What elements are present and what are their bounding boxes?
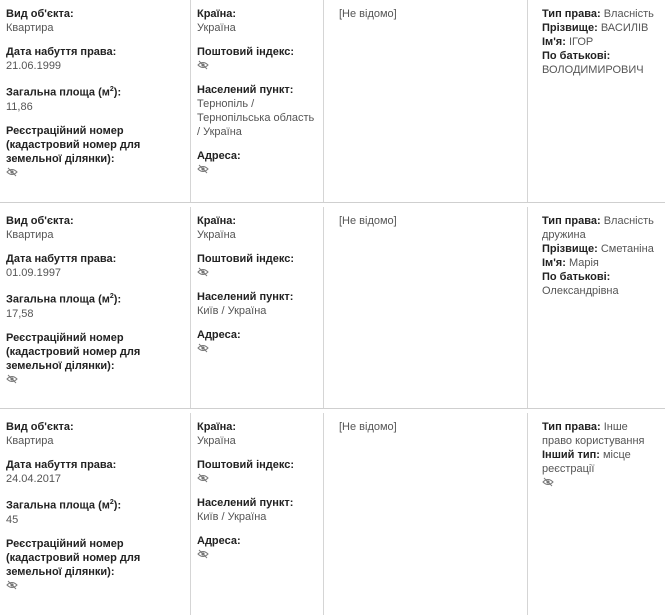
right-type: Тип права: Власність дружина [542,215,654,241]
unknown-value: [Не відомо] [339,215,397,227]
right-type: Тип права: Власність [542,8,654,20]
acquisition-date-value: 01.09.1997 [6,267,62,279]
object-info-cell [0,0,190,202]
eye-slash-icon [6,580,18,590]
country-label: Країна: [197,215,237,227]
object-info-cell [0,413,190,615]
eye-slash-icon [197,164,209,174]
address-label: Адреса: [197,150,241,162]
settlement-value: Київ / Україна [197,305,267,317]
unknown-value: [Не відомо] [339,8,397,20]
country-value: Україна [197,435,236,447]
eye-slash-icon [197,343,209,353]
object-type-value: Квартира [6,22,54,34]
settlement-label: Населений пункт: [197,291,294,303]
acquisition-date-label: Дата набуття права: [6,459,117,471]
object-type-label: Вид об'єкта: [6,8,74,20]
other-type: Інший тип: місце реєстрації [542,449,631,475]
eye-slash-icon [197,549,209,559]
surname: Прізвище: Сметаніна [542,243,654,255]
acquisition-date-label: Дата набуття права: [6,253,117,265]
registry-number-label: Реєстраційний номер (кадастровий номер для земельної ділянки): [6,331,141,372]
rights-cell [527,413,665,615]
country-value: Україна [197,22,236,34]
table-row [0,413,665,615]
unknown-cell [323,0,527,202]
total-area-label: Загальна площа $(м^2)$: [6,293,122,306]
total-area-label: Загальна площа $(м^2)$: [6,499,122,512]
total-area-value: 45 [6,513,19,526]
first-name: Ім'я: ІГОР [542,36,594,48]
rights-cell [527,0,665,202]
location-cell [190,413,323,615]
postal-index-label: Поштовий індекс: [197,253,295,265]
total-area-value: 11,86 [6,100,33,113]
unknown-value: [Не відомо] [339,421,397,433]
postal-index-label: Поштовий індекс: [197,46,295,58]
location-cell [190,207,323,408]
total-area-label: Загальна площа $(м^2)$: [6,86,122,99]
object-type-label: Вид об'єкта: [6,215,74,227]
eye-slash-icon [542,477,554,487]
rights-cell [527,207,665,408]
settlement-label: Населений пункт: [197,84,294,96]
table-row [0,0,665,203]
patronymic: По батькові: Олександрівна [542,271,619,297]
acquisition-date-value: 24.04.2017 [6,473,62,485]
object-type-value: Квартира [6,435,54,447]
postal-index-label: Поштовий індекс: [197,459,295,471]
object-info-cell [0,207,190,408]
location-cell [190,0,323,202]
unknown-cell [323,413,527,615]
eye-slash-icon [197,60,209,70]
object-type-label: Вид об'єкта: [6,421,74,433]
settlement-value: Тернопіль / Тернопільська область / Україна [197,98,315,138]
first-name: Ім'я: Марія [542,257,599,269]
eye-slash-icon [197,267,209,277]
settlement-value: Київ / Україна [197,511,267,523]
patronymic: По батькові: ВОЛОДИМИРОВИЧ [542,50,644,76]
eye-slash-icon [6,374,18,384]
country-value: Україна [197,229,236,241]
registry-number-label: Реєстраційний номер (кадастровий номер для земельної ділянки): [6,537,141,578]
total-area-value: 17,58 [6,307,34,320]
address-label: Адреса: [197,535,241,547]
country-label: Країна: [197,8,237,20]
table-row [0,207,665,409]
right-type: Тип права: Інше право користування [542,421,645,447]
unknown-cell [323,207,527,408]
registry-number-label: Реєстраційний номер (кадастровий номер для земельної ділянки): [6,124,141,165]
acquisition-date-value: 21.06.1999 [6,60,62,72]
acquisition-date-label: Дата набуття права: [6,46,117,58]
country-label: Країна: [197,421,237,433]
settlement-label: Населений пункт: [197,497,294,509]
surname: Прізвище: ВАСИЛІВ [542,22,649,34]
object-type-value: Квартира [6,229,54,241]
address-label: Адреса: [197,329,241,341]
eye-slash-icon [197,473,209,483]
eye-slash-icon [6,167,18,177]
